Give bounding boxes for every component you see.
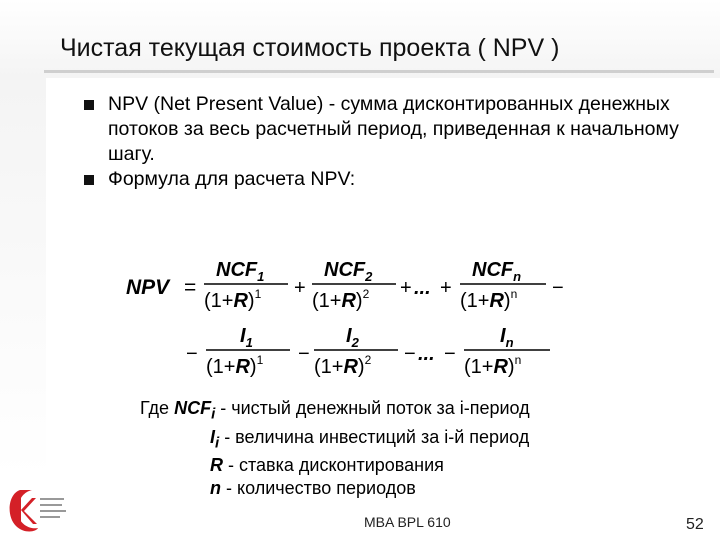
formula-denominator: $(1+R)^n$ bbox=[464, 353, 522, 378]
legend-symbol: n bbox=[210, 478, 221, 499]
formula-ellipsis: ... bbox=[414, 277, 431, 299]
legend-text: - величина инвестиций за i-й период bbox=[219, 426, 530, 447]
slide-title: Чистая текущая стоимость проекта ( NPV ) bbox=[60, 34, 560, 62]
formula-minus: − bbox=[298, 343, 310, 365]
formula-denominator: $(1+R)^1$ bbox=[204, 287, 262, 312]
formula-minus: − bbox=[404, 343, 416, 365]
legend-row bbox=[140, 477, 530, 500]
formula-numerator: $I_1$ bbox=[240, 325, 253, 350]
legend-row bbox=[140, 454, 530, 477]
formula-numerator: $NCF_2$ bbox=[324, 259, 373, 284]
formula-lhs: NPV bbox=[126, 276, 170, 299]
npv-formula bbox=[118, 252, 578, 382]
legend-row bbox=[140, 397, 530, 426]
formula-denominator: $(1+R)^2$ bbox=[314, 353, 372, 378]
bullet-text: NPV (Net Present Value) - сумма дисконтированных денежных потоков за весь расчетный период, приведенная к начальному шагу. bbox=[108, 93, 679, 165]
formula-numerator: $I_n$ bbox=[500, 325, 514, 350]
legend-text: - ставка дисконтирования bbox=[223, 455, 444, 476]
formula-plus: + bbox=[294, 277, 306, 299]
formula-minus: − bbox=[552, 277, 564, 299]
page-number: 52 bbox=[686, 516, 704, 533]
variable-legend bbox=[140, 397, 530, 500]
bullet-list bbox=[84, 92, 704, 192]
legend-symbol: R bbox=[210, 455, 223, 476]
formula-equals: = bbox=[184, 276, 197, 299]
square-bullet-icon bbox=[84, 175, 94, 185]
formula-denominator: $(1+R)^n$ bbox=[460, 287, 518, 312]
legend-text: - чистый денежный поток за i-период bbox=[215, 398, 530, 418]
formula-ellipsis: ... bbox=[418, 343, 435, 365]
formula-denominator: $(1+R)^1$ bbox=[206, 353, 264, 378]
legend-text: - количество периодов bbox=[221, 478, 416, 499]
formula-plus: + bbox=[440, 277, 452, 299]
formula-numerator: $NCF_1$ bbox=[216, 259, 265, 284]
institution-logo-icon bbox=[2, 484, 72, 536]
formula-denominator: $(1+R)^2$ bbox=[312, 287, 370, 312]
formula-plus: + bbox=[400, 277, 412, 299]
left-band bbox=[0, 78, 46, 478]
legend-symbol: $I_i$ bbox=[210, 426, 220, 452]
title-divider bbox=[44, 70, 714, 73]
npv-formula-svg bbox=[118, 252, 578, 382]
legend-row bbox=[140, 426, 530, 455]
legend-intro: Где bbox=[140, 398, 170, 418]
formula-numerator: $I_2$ bbox=[346, 325, 359, 350]
bullet-item bbox=[84, 167, 704, 192]
formula-numerator: $NCF_n$ bbox=[472, 259, 522, 284]
bullet-text: Формула для расчета NPV: bbox=[108, 168, 356, 190]
formula-minus: − bbox=[186, 343, 198, 365]
bullet-item bbox=[84, 92, 704, 167]
footer-text: MBA BPL 610 bbox=[364, 514, 451, 530]
square-bullet-icon bbox=[84, 100, 94, 110]
legend-symbol: $NCF_i$ bbox=[174, 398, 216, 423]
formula-minus: − bbox=[444, 343, 456, 365]
